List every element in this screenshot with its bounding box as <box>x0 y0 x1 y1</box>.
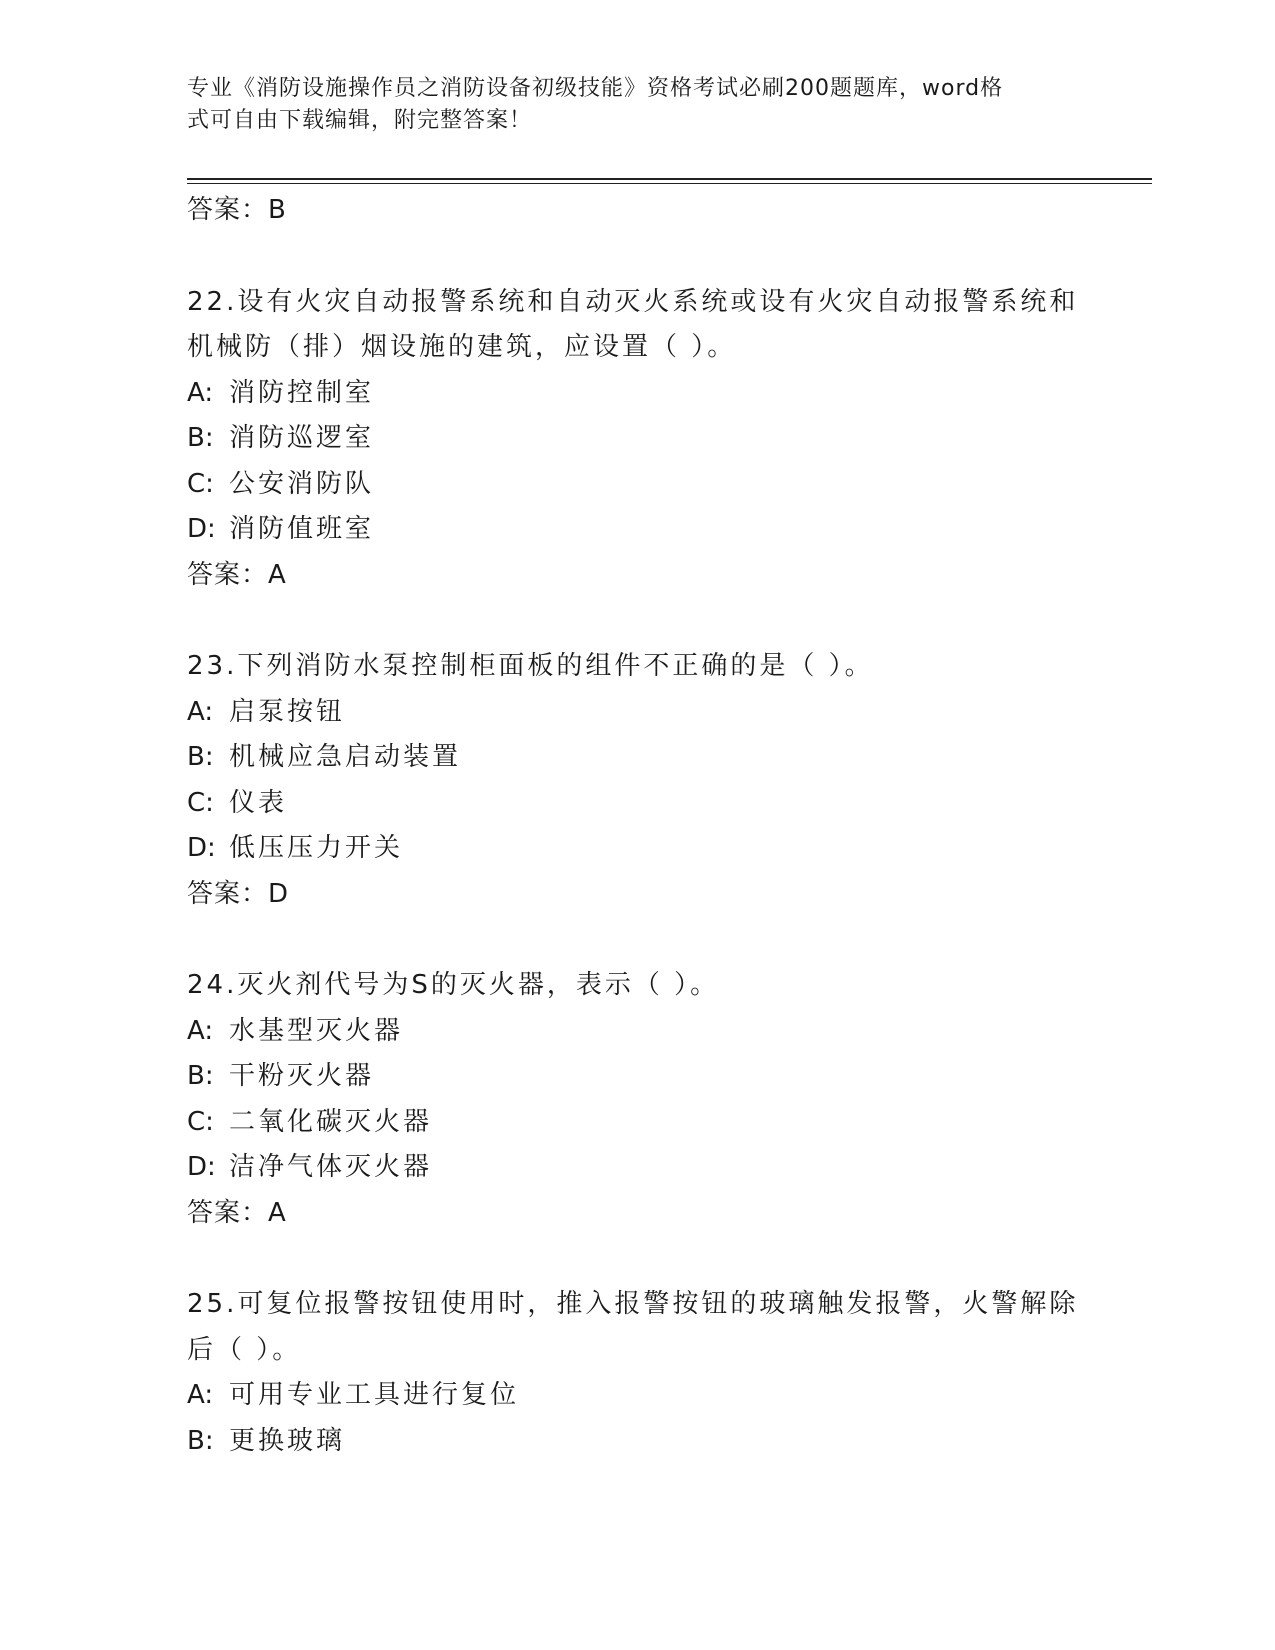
option-text: 公安消防队 <box>229 468 375 499</box>
spacer <box>187 917 1087 963</box>
option-text: 启泵按钮 <box>229 696 346 727</box>
option-b <box>187 1054 1087 1100</box>
question-24 <box>187 963 1087 1236</box>
option-letter: A: <box>187 1380 214 1410</box>
header-line-1: 专业《消防设施操作员之消防设备初级技能》资格考试必刷200题题库，word格 <box>187 76 1004 101</box>
option-letter: A: <box>187 1015 214 1046</box>
option-text: 消防控制室 <box>229 377 375 408</box>
option-text: 更换玻璃 <box>229 1425 346 1456</box>
option-text: 消防值班室 <box>229 514 375 544</box>
question-stem-line: 22.设有火灾自动报警系统和自动灭火系统或设有火灾自动报警系统和 <box>187 286 1079 317</box>
option-letter: D: <box>187 514 216 544</box>
option-letter: B: <box>187 423 214 453</box>
option-a <box>187 690 1087 736</box>
option-letter: D: <box>187 833 216 863</box>
option-text: 水基型灭火器 <box>229 1015 404 1046</box>
previous-answer: 答案：B <box>187 195 287 225</box>
option-letter: A: <box>187 377 214 408</box>
option-text: 仪表 <box>229 787 288 818</box>
question-list <box>187 188 1087 1464</box>
option-c <box>187 462 1087 508</box>
option-b <box>187 416 1087 462</box>
header-line-2: 式可自由下载编辑，附完整答案！ <box>187 108 533 133</box>
option-text: 干粉灭火器 <box>229 1061 375 1091</box>
option-c <box>187 1100 1087 1146</box>
option-c <box>187 781 1087 827</box>
header-divider-thick <box>187 178 1152 180</box>
answer-line: 答案：D <box>187 878 290 909</box>
option-letter: B: <box>187 1061 214 1091</box>
option-text: 机械应急启动装置 <box>229 742 462 772</box>
question-stem-line: 23.下列消防水泵控制柜面板的组件不正确的是（ ）。 <box>187 651 874 681</box>
option-letter: C: <box>187 1106 214 1137</box>
answer-line: 答案：A <box>187 1197 287 1228</box>
option-text: 消防巡逻室 <box>229 423 375 453</box>
question-23 <box>187 644 1087 917</box>
option-a <box>187 1009 1087 1055</box>
option-letter: B: <box>187 1425 214 1456</box>
spacer <box>187 234 1087 280</box>
option-a <box>187 371 1087 417</box>
option-letter: D: <box>187 1152 216 1182</box>
option-b <box>187 1419 1087 1465</box>
option-letter: C: <box>187 468 214 499</box>
option-a <box>187 1373 1087 1419</box>
option-letter: C: <box>187 787 214 818</box>
option-d <box>187 1145 1087 1191</box>
option-text: 可用专业工具进行复位 <box>229 1380 520 1410</box>
question-22 <box>187 280 1087 599</box>
spacer <box>187 598 1087 644</box>
option-d <box>187 507 1087 553</box>
option-letter: B: <box>187 742 214 772</box>
option-letter: A: <box>187 696 214 727</box>
question-stem-line: 24.灭火剂代号为S的灭火器，表示（ ）。 <box>187 970 720 1000</box>
question-stem-line: 机械防（排）烟设施的建筑，应设置（ ）。 <box>187 332 737 362</box>
question-stem-line: 25.可复位报警按钮使用时，推入报警按钮的玻璃触发报警，火警解除 <box>187 1289 1079 1319</box>
option-text: 低压压力开关 <box>229 833 404 863</box>
header-divider-thin <box>187 183 1152 184</box>
document-header <box>187 73 1067 137</box>
question-25 <box>187 1282 1087 1464</box>
option-d <box>187 826 1087 872</box>
answer-line: 答案：A <box>187 559 287 590</box>
option-text: 洁净气体灭火器 <box>229 1152 433 1182</box>
question-stem-line: 后（ ）。 <box>187 1334 302 1365</box>
spacer <box>187 1236 1087 1282</box>
option-b <box>187 735 1087 781</box>
option-text: 二氧化碳灭火器 <box>229 1106 433 1137</box>
